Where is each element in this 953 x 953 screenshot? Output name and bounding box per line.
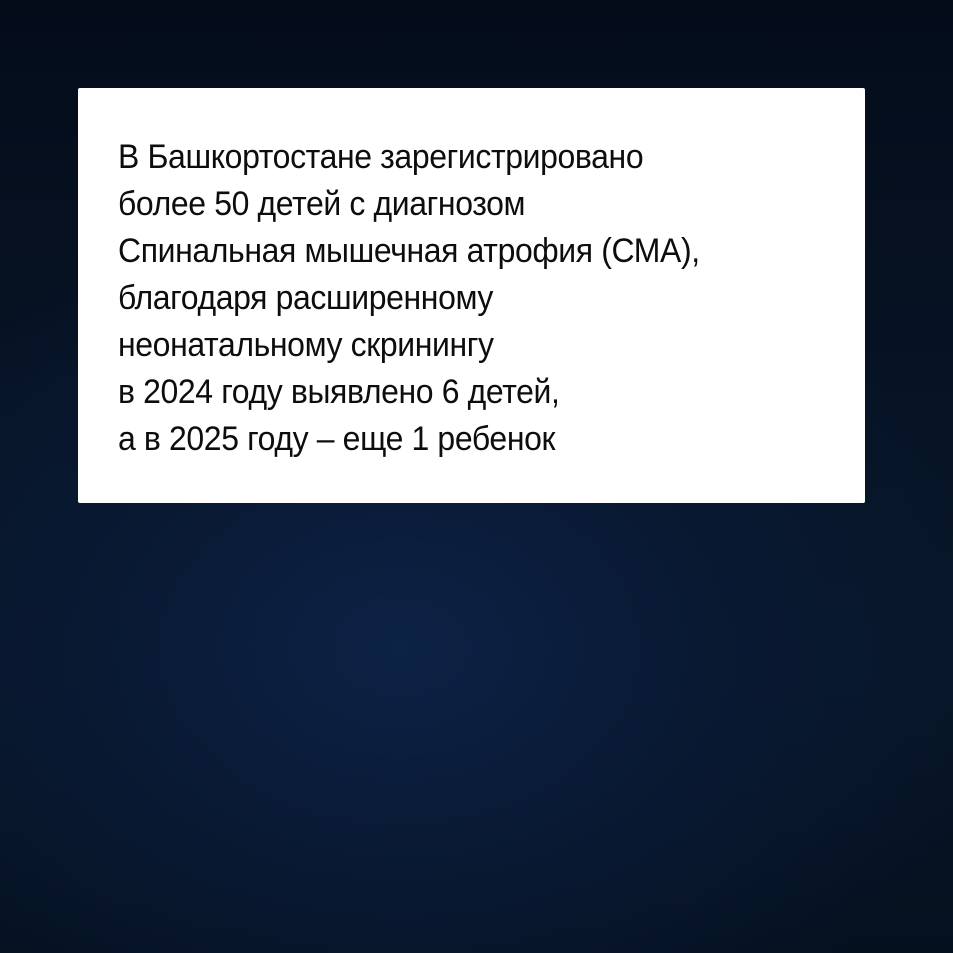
announcement-line-6: в 2024 году выявлено 6 детей, bbox=[118, 373, 560, 411]
announcement-text bbox=[118, 134, 825, 463]
announcement-line-1: В Башкортостане зарегистрировано bbox=[118, 138, 644, 176]
announcement-card bbox=[78, 88, 865, 503]
announcement-line-3: Спинальная мышечная атрофия (СМА), bbox=[118, 232, 700, 270]
announcement-line-7: а в 2025 году – еще 1 ребенок bbox=[118, 420, 556, 458]
announcement-line-4: благодаря расширенному bbox=[118, 279, 494, 317]
announcement-line-5: неонатальному скринингу bbox=[118, 326, 494, 364]
announcement-line-2: более 50 детей с диагнозом bbox=[118, 185, 526, 223]
